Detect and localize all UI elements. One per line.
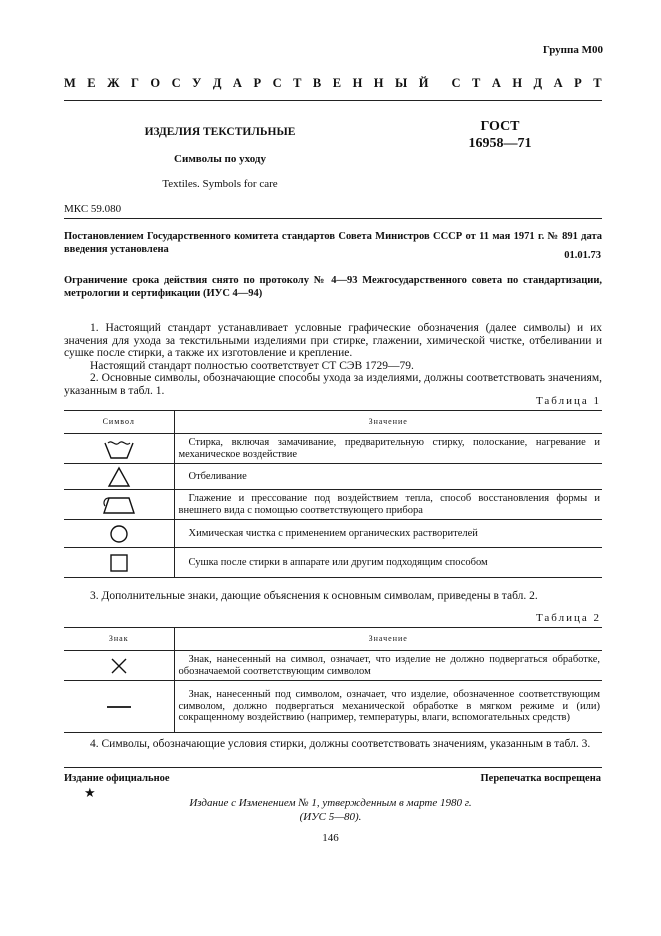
decree-text: Постановлением Государственного комитета стандартов Совета Министров СССР от 11 мая 1971 г. № 891 дата введения установлена [64, 231, 602, 255]
heading-letter: А [232, 76, 242, 90]
heading-letter: Й [418, 76, 429, 90]
heading-letter: Н [373, 76, 384, 90]
document-subtitle: Символы по уходу [174, 153, 266, 165]
heading-letter: У [192, 76, 202, 90]
square-icon [108, 552, 130, 574]
heading-letter: Т [471, 76, 481, 90]
table-1-meaning: Стирка, включая замачивание, предварительную стирку, полоскание, нагревание и механическое воздействие [178, 437, 600, 460]
official-edition-label: Издание официальное [64, 773, 170, 784]
table-2-caption: Таблица 2 [535, 612, 601, 624]
table-2 [64, 627, 602, 733]
heading-letter: С [171, 76, 181, 90]
heading-letter: Д [533, 76, 543, 90]
heading-letter: Н [512, 76, 523, 90]
heading-letter: С [272, 76, 282, 90]
document-title: ИЗДЕЛИЯ ТЕКСТИЛЬНЫЕ [144, 126, 296, 138]
table-row [64, 434, 602, 464]
table-1-meaning: Отбеливание [188, 470, 247, 482]
page-number: 146 [322, 832, 339, 844]
heading-letter: Т [293, 76, 302, 90]
heading-letter: Д [212, 76, 222, 90]
paragraph-1 [64, 322, 602, 397]
amendment-line-1: Издание с Изменением № 1, утвержденным в марте 1980 г. [189, 797, 472, 809]
paragraph-1-compliance: Настоящий стандарт полностью соответствует СТ СЭВ 1729—79. [90, 359, 414, 372]
table-row [64, 681, 602, 733]
limitation-text: Ограничение срока действия снято по протоколу № 4—93 Межгосударственного совета по стандартизации, метрологии и сертификации (ИУС 4—94) [64, 275, 602, 299]
table-1-meaning: Глажение и прессование под воздействием тепла, способ восстановления формы и внешнего вида с помощью соответствующего прибора [178, 493, 600, 516]
heading-letter: Н [352, 76, 363, 90]
heading-letter: О [150, 76, 161, 90]
paragraph-3: 3. Дополнительные знаки, дающие объяснения к основным символам, приведены в табл. 2. [90, 590, 538, 602]
heading-letter: Е [332, 76, 342, 90]
amendment-line-2: (ИУС 5—80). [299, 811, 362, 823]
iron-icon [99, 494, 139, 516]
triangle-icon [107, 466, 131, 488]
group-label: Группа М00 [542, 44, 603, 56]
table-1-caption: Таблица 1 [535, 395, 601, 407]
gost-label: ГОСТ [480, 119, 520, 134]
heading-letter: Е [87, 76, 96, 90]
amendment-note [0, 796, 661, 824]
heading-letter: Ж [107, 76, 120, 90]
star-icon: ★ [84, 785, 96, 800]
english-title: Textiles. Symbols for care [162, 178, 278, 190]
footer-rule [64, 767, 602, 768]
underline-bar-icon [105, 702, 133, 712]
heading-letter: Р [574, 76, 582, 90]
washtub-icon [102, 438, 136, 460]
heading-letter: В [312, 76, 322, 90]
table-row [64, 490, 602, 520]
header-rule [64, 100, 602, 101]
heading-letter: Г [130, 76, 139, 90]
heading-letter: А [553, 76, 563, 90]
table-row [64, 520, 602, 548]
heading-letter: М [64, 76, 76, 90]
table-2-meaning: Знак, нанесенный на символ, означает, что изделие не должно подвергаться обработке, обозначаемой соответствующим символом [178, 654, 600, 677]
effective-date: 01.01.73 [564, 250, 601, 261]
interstate-standard-heading [64, 76, 602, 91]
table-1-meaning: Химическая чистка с применением органических растворителей [188, 527, 478, 539]
paragraph-2-text: 2. Основные символы, обозначающие способы ухода за изделиями, должны соответствовать значениям, указанным в табл. 1. [64, 372, 602, 397]
table-row [64, 548, 602, 578]
table-1-header-meaning: Значение [174, 411, 602, 434]
paragraph-1-text: 1. Настоящий стандарт устанавливает условные графические обозначения (далее символы) и их значения для ухода за текстильными изделиями при стирке, глажении, химической чистке, отбеливании и сушке после стирки, а также их изготовление и крепление. [64, 322, 602, 359]
table-1-header-symbol: Символ [64, 411, 174, 434]
cross-icon [108, 655, 130, 677]
heading-letter: Ы [395, 76, 408, 90]
table-2-header-sign: Знак [64, 628, 174, 651]
table-1 [64, 410, 602, 578]
heading-letter: Р [253, 76, 262, 90]
paragraph-4: 4. Символы, обозначающие условия стирки, должны соответствовать значениям, указанным в табл. 3. [90, 738, 591, 750]
table-2-meaning: Знак, нанесенный под символом, означает, что изделие, обозначенное соответствующим символом, должно подвергаться механической обработке в мягком режиме и (или) сокращенному воздействию (например, температуры, влаги, вспомогательных средств) [178, 689, 600, 724]
heading-letter: С [451, 76, 461, 90]
section-rule [64, 218, 602, 219]
gost-designation [440, 118, 560, 152]
table-row [64, 464, 602, 490]
heading-letter: А [491, 76, 501, 90]
reprint-prohibited-label: Перепечатка воспрещена [480, 773, 601, 784]
mks-code: МКС 59.080 [64, 203, 122, 215]
table-1-meaning: Сушка после стирки в аппарате или другим подходящим способом [188, 556, 488, 568]
table-row [64, 651, 602, 681]
table-2-header-meaning: Значение [174, 628, 602, 651]
heading-letter: Т [593, 76, 602, 90]
gost-number: 16958—71 [468, 136, 532, 151]
circle-icon [108, 523, 130, 545]
